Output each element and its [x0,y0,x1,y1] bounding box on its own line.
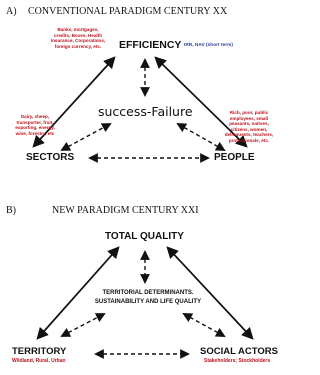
arrow-sectors-center [62,124,110,150]
note-territory: Wildland, Rural, Urban [12,358,66,364]
node-total-quality: TOTAL QUALITY [105,231,184,242]
panel-b-title-text: NEW PARADIGM CENTURY XXI [52,205,199,216]
note-people-line-5: delinquents, teachers, [224,132,274,137]
note-people [218,110,280,143]
panel-a-letter: A) [6,6,17,17]
note-sectors [12,114,58,136]
note-financial-line-3: Insurance, Corporations, [50,38,106,43]
note-financial-line-4: foreign currency, etc. [54,43,102,49]
note-sectors-line-4: wine, forestry, etc [15,130,55,136]
note-sectors-line-3: exporting, energy, [15,125,55,130]
note-financial-actors [40,27,116,49]
note-social-actors: Stakeholders; Stockholders [204,358,271,364]
note-sectors-line-2: transporter, fruit, [16,119,54,125]
node-social-actors: SOCIAL ACTORS [200,346,278,357]
panel-b-title [6,205,199,216]
note-financial-line-1: Banks, mortgages, [57,27,99,32]
node-efficiency: EFFICIENCY [119,39,182,51]
note-people-line-3: peasants, natives, [229,121,269,126]
note-sectors-line-1: Dairy, sheep, [20,114,50,119]
note-people-line-2: employees, small [229,115,269,121]
center-b-line-1: TERRITORIAL DETERMINANTS. [102,290,194,296]
note-people-line-4: citizens, women, [230,126,268,132]
node-people: PEOPLE [214,152,255,163]
note-people-line-1: Rich, poor, public [229,110,269,115]
center-success-failure: success-Failure [98,104,193,119]
arrow-social-center [184,314,224,336]
center-territorial-determinants [78,289,218,307]
panel-a-title-text: CONVENTIONAL PARADIGM CENTURY XX [28,6,228,17]
node-sectors: SECTORS [26,152,75,163]
note-financial-line-2: credits, Boxes, Health [54,32,102,38]
center-b-line-2: SUSTAINABILITY AND LIFE QUALITY [94,299,202,305]
note-people-line-6: professionals, etc. [228,137,270,143]
arrow-territory-center [62,314,104,336]
node-territory: TERRITORY [12,346,67,357]
panel-a-title [6,6,227,17]
panel-b-letter: B) [6,205,16,216]
note-indicators: IRR, NAV (short term) [184,43,233,48]
